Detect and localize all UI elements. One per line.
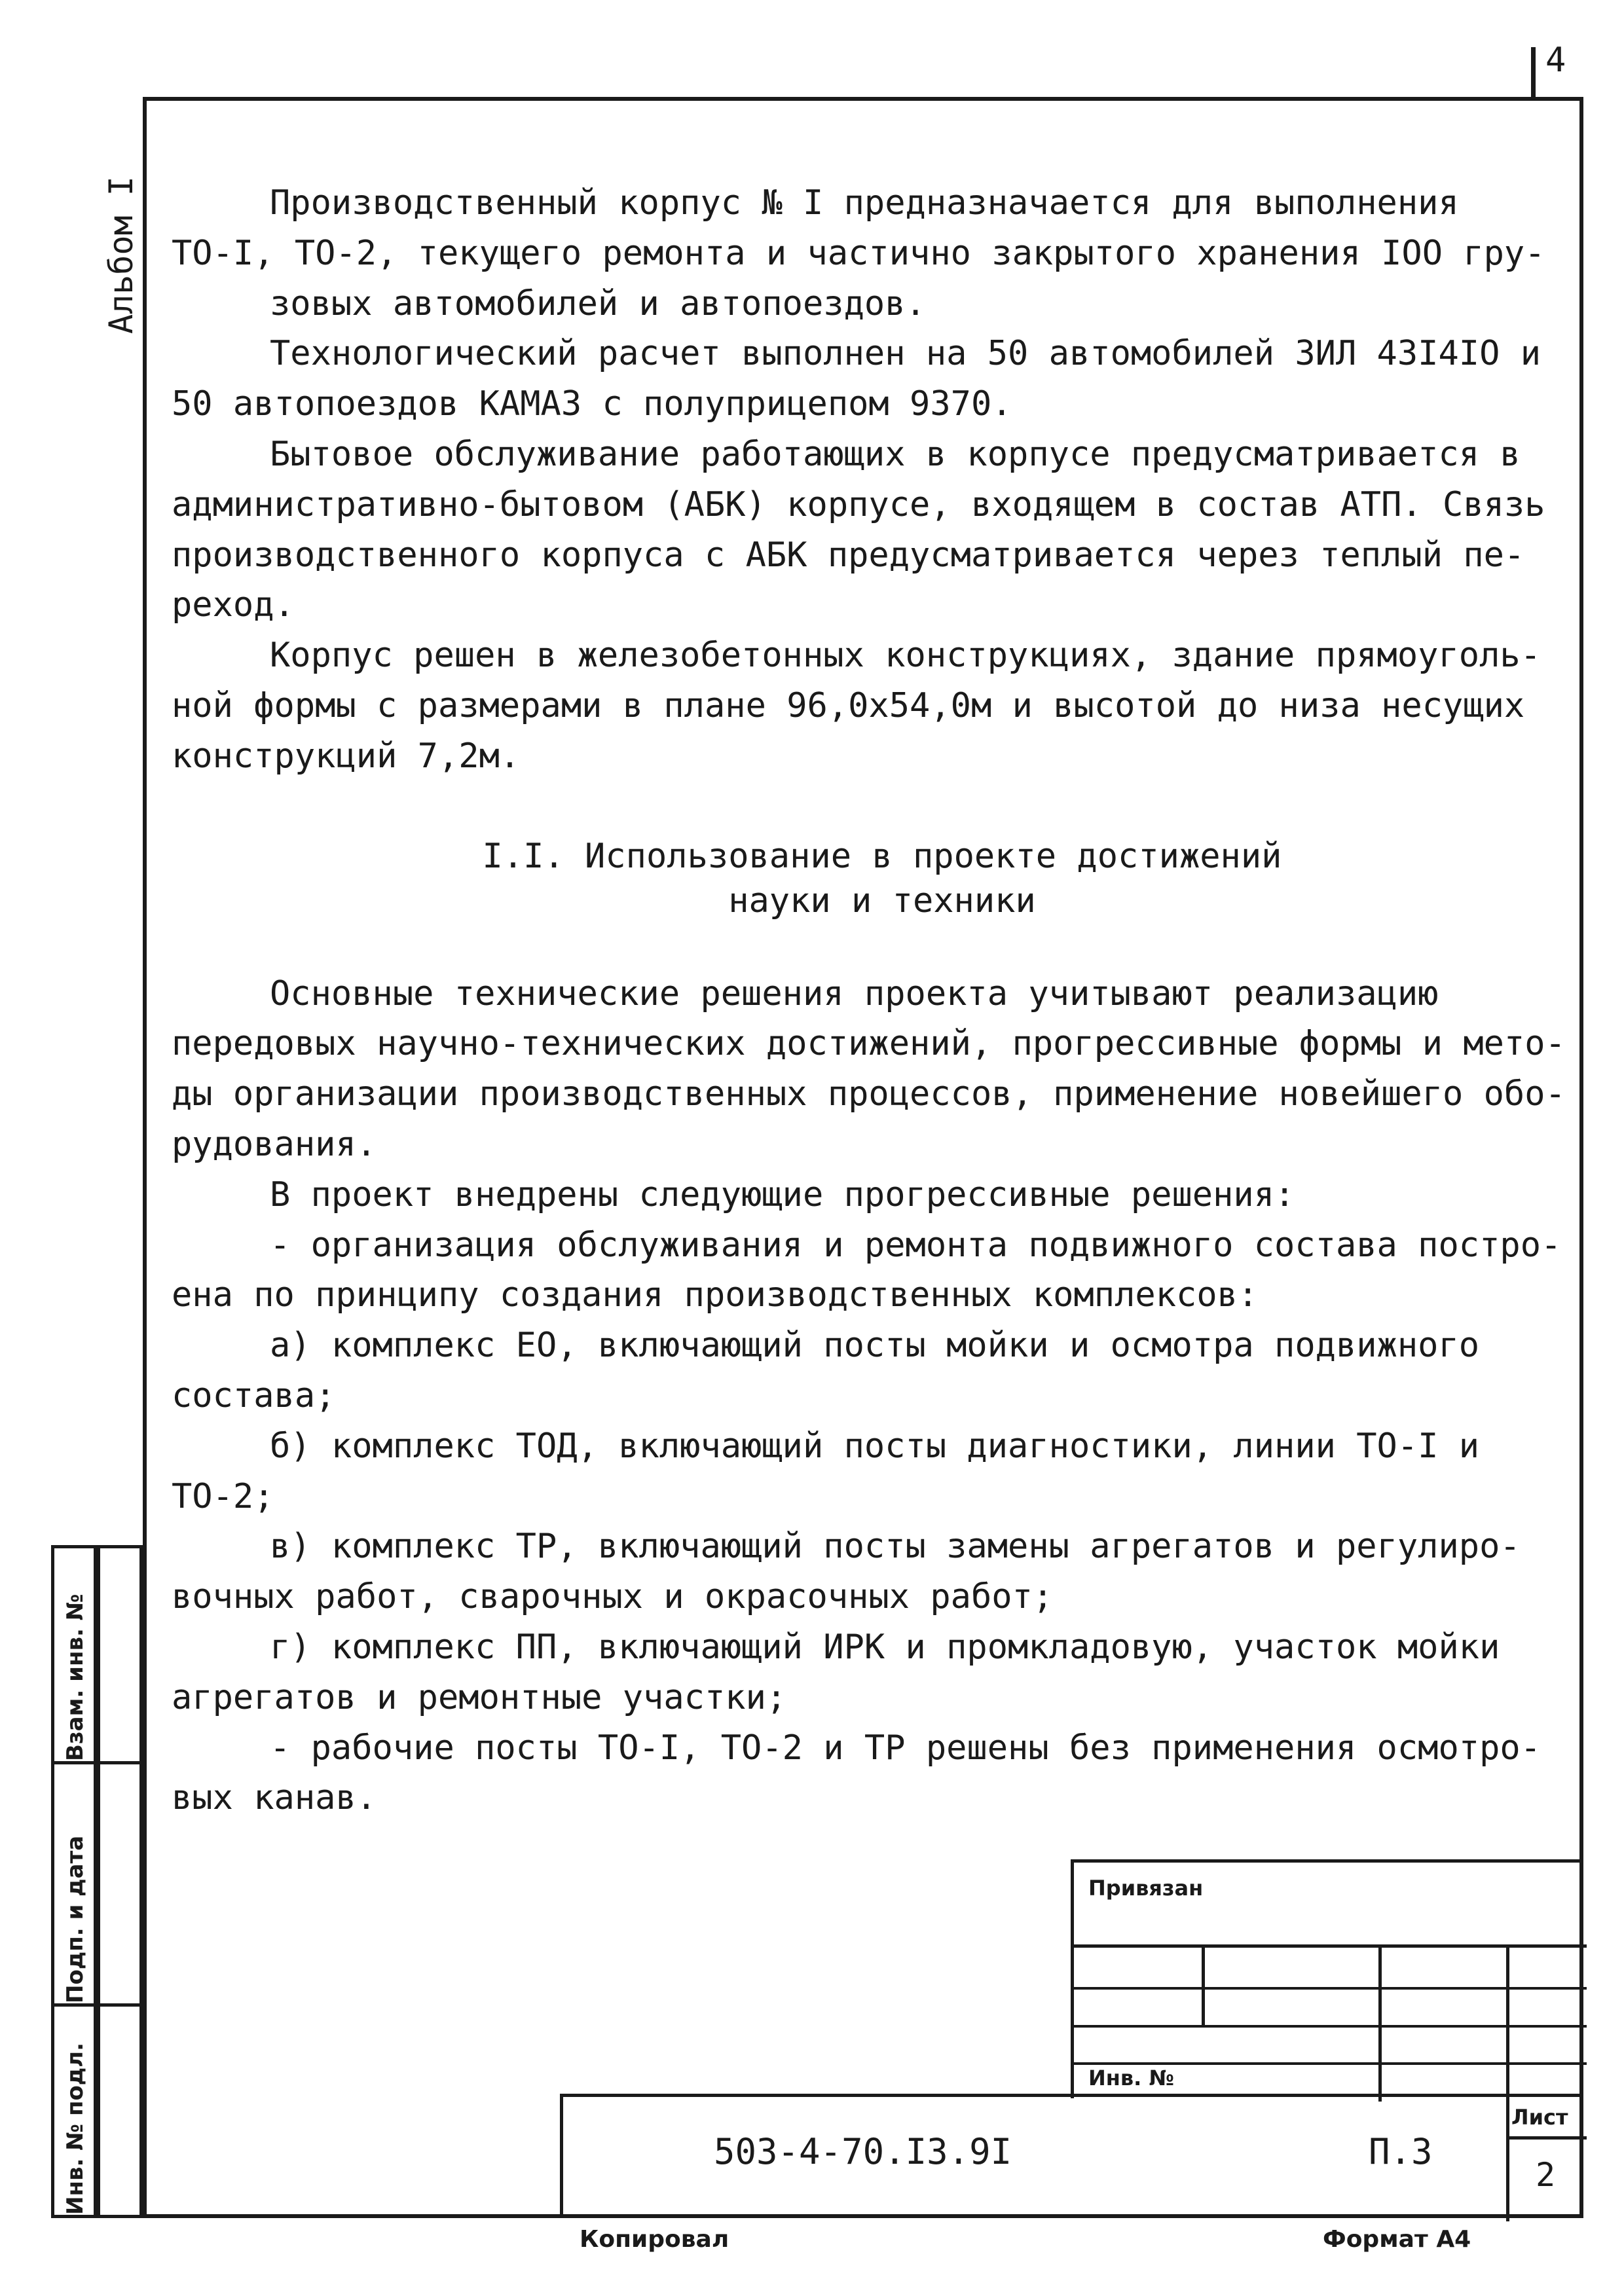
paragraph-structure: Корпус решен в железобетонных конструкциях, здание прямоуголь- ной формы с размерами в плане 96,0х54,0м и высотой до низа несущих конструкций 7,2м. bbox=[172, 636, 1541, 776]
inv-no-label: Инв. № bbox=[1088, 2066, 1174, 2090]
privyazan-label: Привязан bbox=[1088, 1876, 1204, 1901]
inv-podl-label: Инв. № подл. bbox=[62, 2042, 88, 2215]
inv-podl-value-cell bbox=[97, 2003, 143, 2218]
privyazan-block bbox=[1071, 1859, 1583, 2098]
main-title-block bbox=[560, 2094, 1583, 2218]
paragraph-purpose: Производственный корпус № I предназначается для выполнения ТО-I, ТО-2, текущего ремонта и частично закрытого хранения IOO гру- зовых автомобилей и автопоездов. bbox=[172, 183, 1545, 323]
vzam-inv-cell bbox=[51, 1545, 97, 1764]
paragraph-technical-solutions: Основные технические решения проекта учитывают реализацию передовых научно-технических достижений, прогрессивные формы и мето- ды организации производственных процессов, применение новейшего обо- рудования. bbox=[172, 974, 1566, 1164]
copied-label: Копировал bbox=[580, 2226, 729, 2253]
list-item-g: г) комплекс ПП, включающий ИРК и промкладовую, участок мойки агрегатов и ремонтные участки; bbox=[172, 1627, 1500, 1717]
podp-label: Подп. и дата bbox=[62, 1835, 88, 2003]
page-number: 4 bbox=[1545, 41, 1566, 80]
format-label: Формат А4 bbox=[1323, 2226, 1471, 2253]
podp-value-cell bbox=[97, 1761, 143, 2007]
list-label: Лист bbox=[1511, 2105, 1568, 2130]
page-number-bar bbox=[1531, 47, 1536, 100]
inv-podl-cell bbox=[51, 2003, 97, 2218]
list-item-b: б) комплекс ТОД, включающий посты диагностики, линии ТО-I и ТО-2; bbox=[172, 1426, 1480, 1516]
document-section: П.3 bbox=[1369, 2131, 1433, 2172]
paragraph-progressive: В проект внедрены следующие прогрессивные решения: bbox=[270, 1175, 1295, 1214]
vzam-inv-label: Взам. инв. № bbox=[62, 1594, 88, 1761]
vzam-inv-value-cell bbox=[97, 1545, 143, 1764]
list-item-a: а) комплекс ЕО, включающий посты мойки и осмотра подвижного состава; bbox=[172, 1326, 1480, 1415]
document-body bbox=[172, 178, 1566, 1823]
paragraph-calculation: Технологический расчет выполнен на 50 автомобилей ЗИЛ 43I4IO и 50 автопоездов КАМАЗ с полуприцепом 9370. bbox=[172, 334, 1541, 424]
paragraph-organization: - организация обслуживания и ремонта подвижного состава постро- ена по принципу создания производственных комплексов: bbox=[172, 1225, 1562, 1315]
podp-cell bbox=[51, 1761, 97, 2007]
list-number: 2 bbox=[1536, 2156, 1556, 2194]
paragraph-services: Бытовое обслуживание работающих в корпусе предусматривается в административно-бытовом (АБК) корпусе, входящем в состав АТП. Связь производственного корпуса с АБК предусматривается через теплый пе- реход. bbox=[172, 434, 1545, 625]
album-label: Альбом I bbox=[102, 176, 140, 334]
left-stamp-column bbox=[51, 1545, 143, 2218]
document-code: 503-4-70.I3.9I bbox=[714, 2131, 1012, 2172]
list-item-v: в) комплекс ТР, включающий посты замены агрегатов и регулиро- вочных работ, сварочных и окрасочных работ; bbox=[172, 1527, 1521, 1617]
paragraph-workstations: - рабочие посты ТО-I, ТО-2 и ТР решены без применения осмотро- вых канав. bbox=[172, 1728, 1541, 1818]
section-heading: I.I. Использование в проекте достижений науки и техники bbox=[482, 836, 1282, 920]
